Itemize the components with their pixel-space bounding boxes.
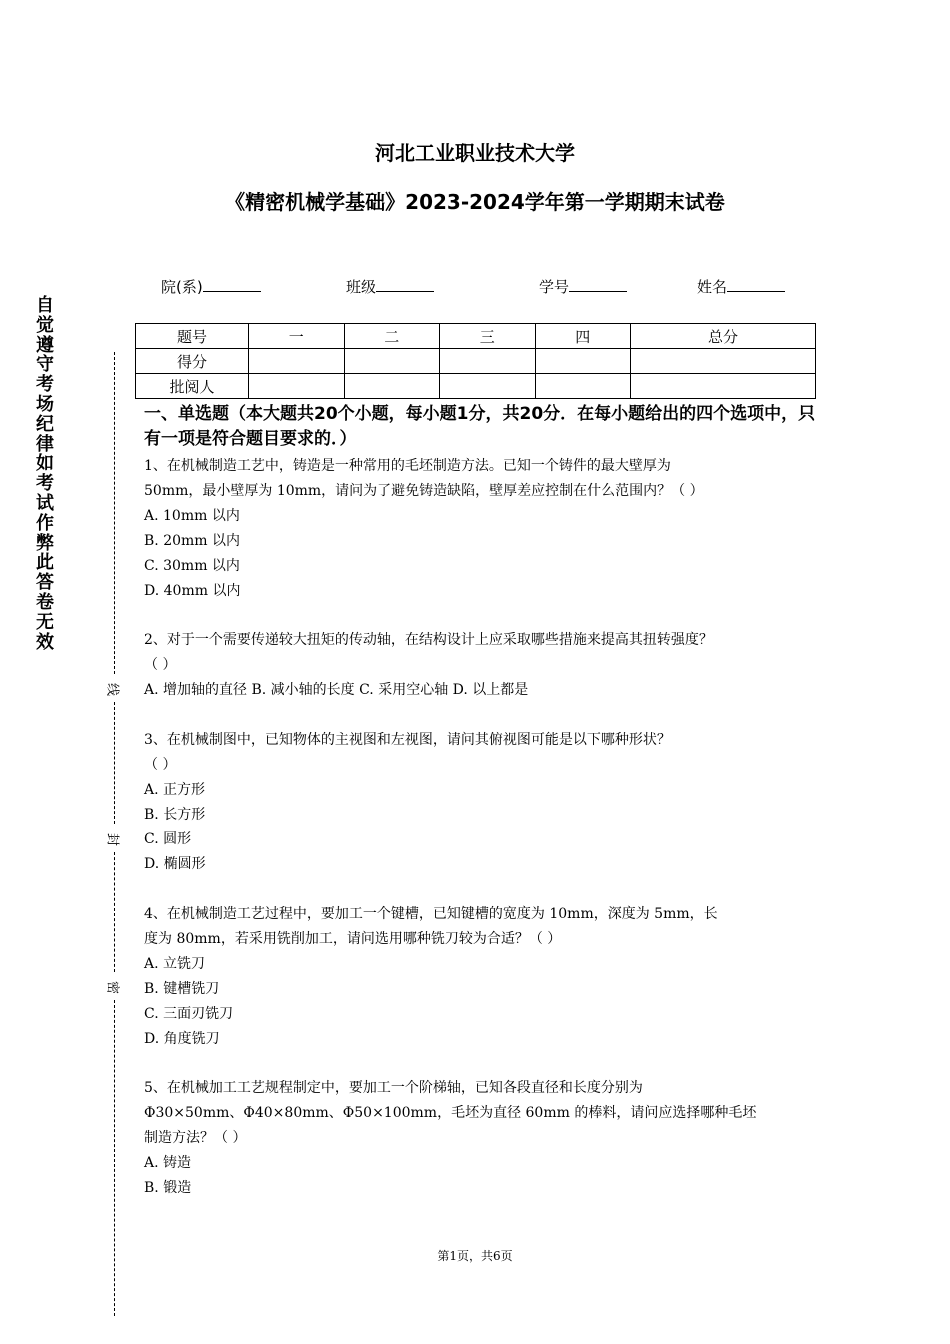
score-table-cell: 四 xyxy=(535,324,631,349)
question-1-option-b[interactable]: B. 20mm 以内 xyxy=(144,533,241,549)
binding-line-segment xyxy=(114,1000,115,1316)
score-table-grader-row xyxy=(136,374,816,399)
question-4-option-c[interactable]: C. 三面刃铣刀 xyxy=(144,1006,234,1022)
question-5-text: 5、在机械加工工艺规程制定中，要加工一个阶梯轴，已知各段直径和长度分别为 xyxy=(144,1080,643,1096)
question-3-option-a[interactable]: A. 正方形 xyxy=(144,782,206,798)
section-heading: 一、单选题（本大题共20个小题，每小题1分，共20分．在每小题给出的四个选项中，只有一项是符合题目要求的．） xyxy=(144,404,816,449)
side-notice-char: 答 xyxy=(36,572,54,594)
question-3-text: （ ） xyxy=(144,757,177,773)
student-id-blank[interactable] xyxy=(569,277,627,292)
side-notice-char: 无 xyxy=(36,611,54,633)
cut-mark-seal: 封 xyxy=(105,832,124,848)
university-title: 河北工业职业技术大学 xyxy=(375,141,575,165)
student-id-label: 学号 xyxy=(539,278,570,296)
side-notice-char: 律 xyxy=(36,433,54,455)
question-2-text: 2、对于一个需要传递较大扭矩的传动轴，在结构设计上应采取哪些措施来提高其扭转强度？ xyxy=(144,632,713,648)
question-1-option-c[interactable]: C. 30mm 以内 xyxy=(144,558,240,574)
class-label: 班级 xyxy=(346,278,377,296)
cut-mark-line: 线 xyxy=(105,682,124,698)
question-5-text: Φ30×50mm、Φ40×80mm、Φ50×100mm，毛坯为直径 60mm 的棒料，请问应选择哪种毛坯 xyxy=(144,1105,757,1121)
question-3-option-d[interactable]: D. 椭圆形 xyxy=(144,856,206,872)
cut-mark-secret: 密 xyxy=(105,980,124,996)
question-4-text: 4、在机械制造工艺过程中，要加工一个键槽，已知键槽的宽度为 10mm，深度为 5mm，长 xyxy=(144,906,718,922)
side-notice-char: 效 xyxy=(36,631,54,653)
question-1-text: 50mm，最小壁厚为 10mm，请问为了避免铸造缺陷，壁厚差应控制在什么范围内？（ ） xyxy=(144,483,704,499)
page-number: 第1页，共6页 xyxy=(437,1249,513,1263)
name-label: 姓名 xyxy=(697,278,728,296)
score-table-cell: 二 xyxy=(344,324,440,349)
college-blank[interactable] xyxy=(203,277,261,292)
score-table-cell: 批阅人 xyxy=(136,374,249,399)
grader-input-cell[interactable] xyxy=(535,374,631,399)
college-label: 院(系) xyxy=(161,278,203,296)
question-4-option-d[interactable]: D. 角度铣刀 xyxy=(144,1031,220,1047)
score-input-cell[interactable] xyxy=(440,349,536,374)
score-table-cell: 得分 xyxy=(136,349,249,374)
score-table xyxy=(135,323,816,399)
name-field[interactable] xyxy=(697,276,785,297)
side-notice-char: 卷 xyxy=(36,591,54,613)
side-notice-char: 如 xyxy=(36,453,54,475)
side-notice-char: 纪 xyxy=(36,413,54,435)
question-3-option-b[interactable]: B. 长方形 xyxy=(144,807,206,823)
question-4-option-a[interactable]: A. 立铣刀 xyxy=(144,956,206,972)
question-3-option-c[interactable]: C. 圆形 xyxy=(144,831,192,847)
question-5-text: 制造方法？（ ） xyxy=(144,1130,247,1146)
side-notice-char: 守 xyxy=(36,354,54,376)
side-notice-char: 自 xyxy=(36,295,54,316)
score-input-cell[interactable] xyxy=(344,349,440,374)
class-field[interactable] xyxy=(346,276,434,297)
grader-input-cell[interactable] xyxy=(631,374,816,399)
score-table-score-row xyxy=(136,349,816,374)
grader-input-cell[interactable] xyxy=(344,374,440,399)
question-5-option-a[interactable]: A. 铸造 xyxy=(144,1155,192,1171)
score-input-cell[interactable] xyxy=(631,349,816,374)
side-notice-char: 试 xyxy=(36,492,54,514)
question-3-text: 3、在机械制图中，已知物体的主视图和左视图，请问其俯视图可能是以下哪种形状？ xyxy=(144,732,671,748)
binding-line-segment xyxy=(114,852,115,972)
score-table-cell: 一 xyxy=(249,324,345,349)
side-notice-char: 场 xyxy=(36,393,54,415)
side-notice xyxy=(34,296,56,652)
college-field[interactable] xyxy=(161,276,261,297)
score-table-cell: 三 xyxy=(440,324,536,349)
score-table-cell: 题号 xyxy=(136,324,249,349)
side-notice-char: 觉 xyxy=(36,314,54,336)
question-1-text: 1、在机械制造工艺中，铸造是一种常用的毛坯制造方法。已知一个铸件的最大壁厚为 xyxy=(144,458,671,474)
exam-title: 《精密机械学基础》2023-2024学年第一学期期末试卷 xyxy=(225,190,725,214)
name-blank[interactable] xyxy=(727,277,785,292)
question-5-option-b[interactable]: B. 锻造 xyxy=(144,1180,192,1196)
binding-line-segment xyxy=(114,702,115,824)
binding-line-segment xyxy=(114,352,115,674)
side-notice-char: 弊 xyxy=(36,532,54,554)
question-4-option-b[interactable]: B. 键槽铣刀 xyxy=(144,981,220,997)
question-1-option-d[interactable]: D. 40mm 以内 xyxy=(144,583,241,599)
side-notice-char: 考 xyxy=(36,473,54,495)
side-notice-char: 作 xyxy=(36,512,54,534)
side-notice-char: 考 xyxy=(36,374,54,396)
score-table-header-row xyxy=(136,324,816,349)
side-notice-char: 遵 xyxy=(36,334,54,356)
question-2-text: （ ） xyxy=(144,657,177,673)
class-blank[interactable] xyxy=(376,277,434,292)
score-table-cell: 总分 xyxy=(631,324,816,349)
grader-input-cell[interactable] xyxy=(440,374,536,399)
student-id-field[interactable] xyxy=(539,276,627,297)
question-4-text: 度为 80mm，若采用铣削加工，请问选用哪种铣刀较为合适？（ ） xyxy=(144,931,562,947)
score-input-cell[interactable] xyxy=(249,349,345,374)
side-notice-char: 此 xyxy=(36,552,54,574)
score-input-cell[interactable] xyxy=(535,349,631,374)
question-2-options[interactable]: A. 增加轴的直径 B. 减小轴的长度 C. 采用空心轴 D. 以上都是 xyxy=(144,682,529,698)
grader-input-cell[interactable] xyxy=(249,374,345,399)
question-1-option-a[interactable]: A. 10mm 以内 xyxy=(144,508,240,524)
